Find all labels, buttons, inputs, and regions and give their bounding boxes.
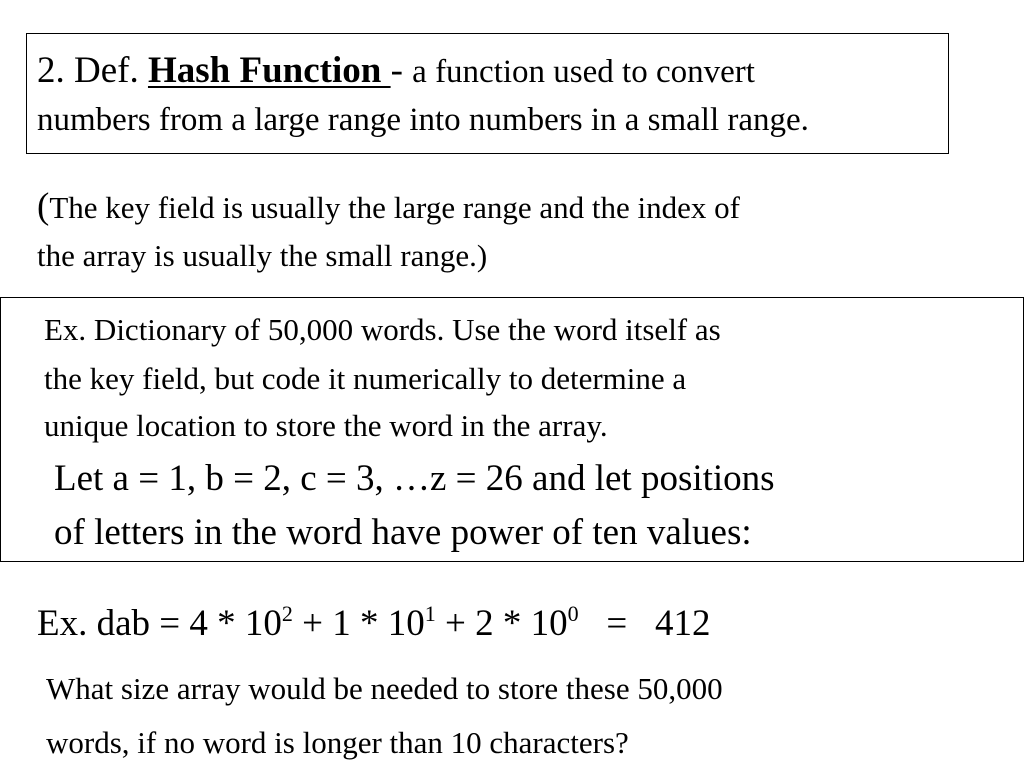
formula-result: = 412 [578, 603, 711, 644]
note-text-line-1: The key field is usually the large range and the index of [49, 190, 741, 225]
example-formula [37, 601, 711, 644]
formula-exponent-2: 1 [424, 601, 436, 626]
note-line-1 [37, 188, 740, 225]
example-line-2: the key field, but code it numerically to determine a [44, 361, 687, 396]
note-open-paren: ( [37, 186, 50, 227]
definition-dash: - [390, 50, 413, 91]
formula-middle-2: + 2 * 10 [435, 603, 568, 644]
definition-text-line-1: a function used to convert [412, 54, 755, 90]
formula-prefix: Ex. dab = 4 * 10 [37, 603, 282, 644]
example-line-1: Ex. Dictionary of 50,000 words. Use the word itself as [44, 312, 721, 347]
question-line-1: What size array would be needed to store these 50,000 [46, 671, 723, 706]
definition-number: 2. Def. [37, 50, 148, 91]
example-line-3: unique location to store the word in the array. [44, 408, 608, 443]
formula-exponent-1: 2 [281, 601, 293, 626]
note-line-2: the array is usually the small range.) [37, 238, 488, 273]
definition-line-1 [37, 52, 755, 89]
example-line-5: of letters in the word have power of ten values: [54, 512, 752, 553]
definition-text-line-2: numbers from a large range into numbers in a small range. [37, 102, 809, 138]
formula-exponent-3: 0 [567, 601, 579, 626]
question-line-2: words, if no word is longer than 10 characters? [46, 725, 629, 760]
example-line-4: Let a = 1, b = 2, c = 3, …z = 26 and let positions [54, 458, 775, 499]
formula-middle-1: + 1 * 10 [292, 603, 425, 644]
definition-term: Hash Function [147, 50, 391, 91]
